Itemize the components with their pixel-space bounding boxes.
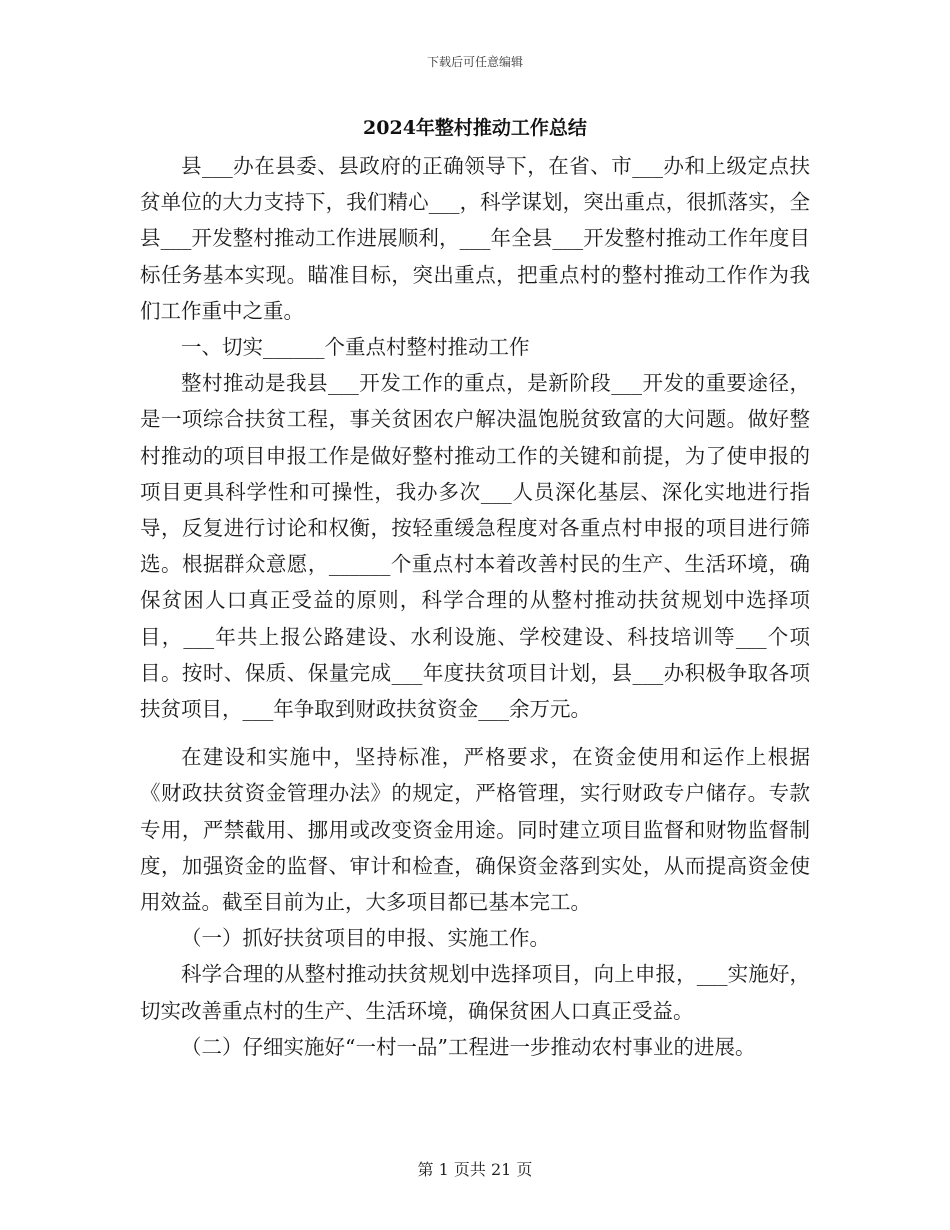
section-heading-1: 一、切实______个重点村整村推动工作: [181, 335, 530, 360]
paragraph-project-selection: 科学合理的从整村推动扶贫规划中选择项目，向上申报，___实施好，切实改善重点村的生产、生活环境，确保贫困人口真正受益。: [140, 962, 810, 1023]
page-footer: 第 1 页共 21 页: [417, 1160, 533, 1179]
paragraph-project-application: 整村推动是我县___开发工作的重点，是新阶段___开发的重要途径，是一项综合扶贫工程，事关贫困农户解决温饱脱贫致富的大问题。做好整村推动的项目申报工作是做好整村推动工作的关键和前提，为了使申报的项目更具科学性和可操性，我办多次___人员深化基层、深化实地进行指导，反复进行讨论和权衡，按轻重缓急程度对各重点村申报的项目进行筛选。根据群众意愿，______个重点村本着改善村民的生产、生活环境，确保贫困人口真正受益的原则，科学合理的从整村推动扶贫规划中选择项目，___年共上报公路建设、水利设施、学校建设、科技培训等___个项目。按时、保质、保量完成___年度扶贫项目计划，县___办积极争取各项扶贫项目，___年争取到财政扶贫资金___余万元。: [140, 371, 810, 722]
document-title: 2024年整村推动工作总结: [363, 117, 587, 139]
header-note: 下载后可任意编辑: [426, 55, 523, 69]
paragraph-intro: 县___办在县委、县政府的正确领导下，在省、市___办和上级定点扶贫单位的大力支持下，我们精心___，科学谋划，突出重点，很抓落实，全县___开发整村推动工作进展顺利，___年全县___开发整村推动工作年度目标任务基本实现。瞄准目标，突出重点，把重点村的整村推动工作作为我们工作重中之重。: [140, 154, 810, 323]
subsection-heading-1: （一）抓好扶贫项目的申报、实施工作。: [181, 926, 550, 951]
paragraph-construction: 在建设和实施中，坚持标准，严格要求，在资金使用和运作上根据《财政扶贫资金管理办法》的规定，严格管理，实行财政专户储存。专款专用，严禁截用、挪用或改变资金用途。同时建立项目监督和财物监督制度，加强资金的监督、审计和检查，确保资金落到实处，从而提高资金使用效益。截至目前为止，大多项目都已基本完工。: [140, 745, 810, 915]
document-body: [140, 148, 810, 1065]
subsection-heading-2: （二）仔细实施好“一村一品”工程进一步推动农村事业的进展。: [181, 1034, 756, 1059]
